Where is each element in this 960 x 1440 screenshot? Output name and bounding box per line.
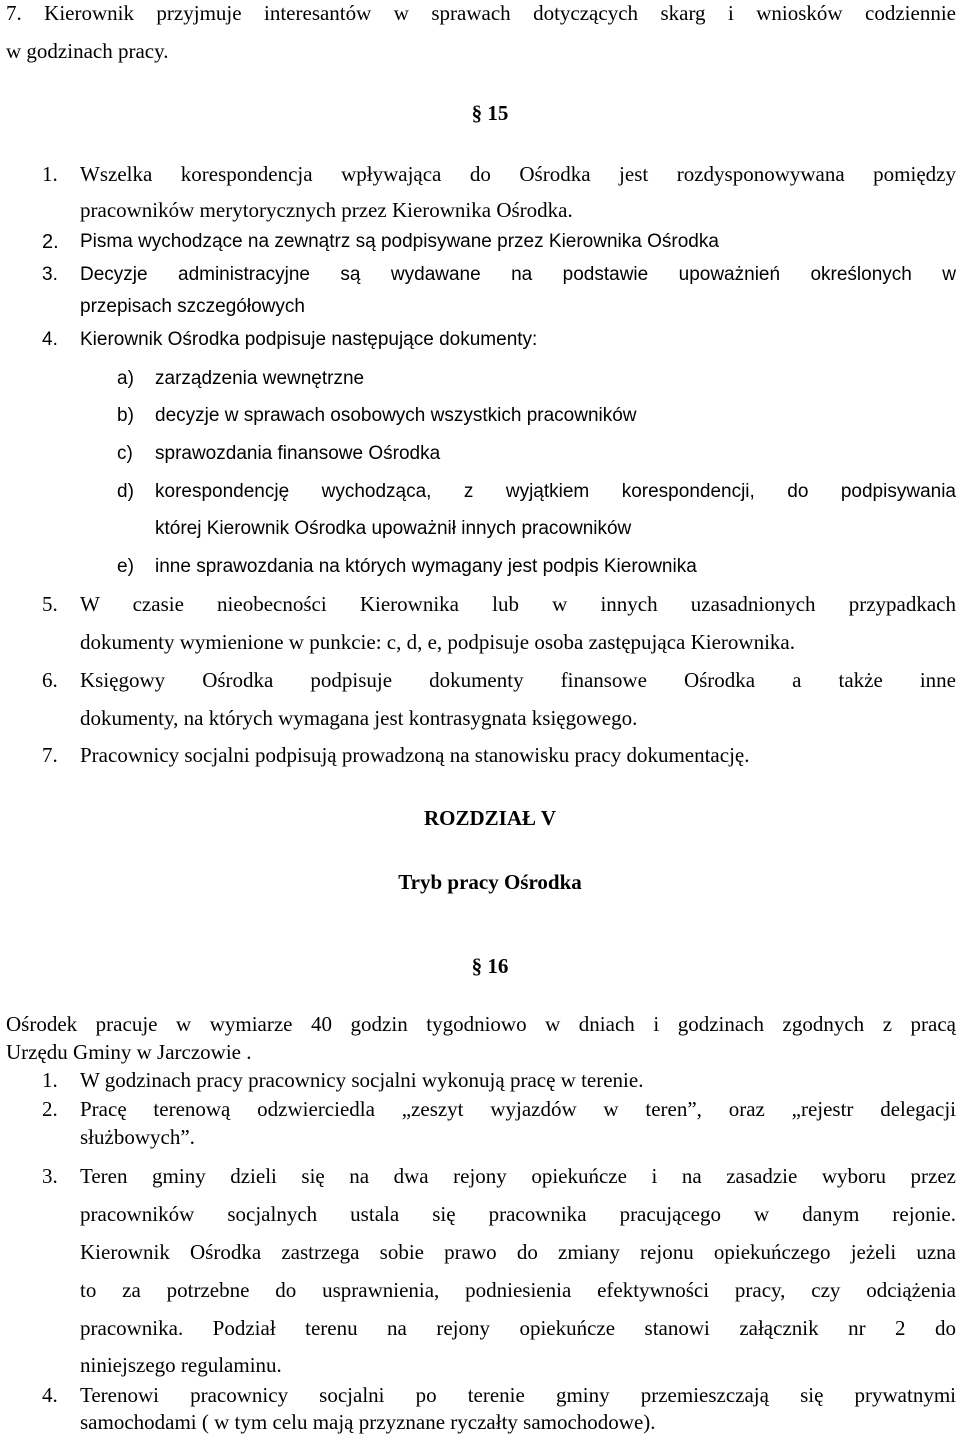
list-item-line: Pracownicy socjalni podpisują prowadzoną na stanowisku pracy dokumentację.: [80, 743, 750, 767]
sub-letter: a): [117, 368, 134, 389]
list-item-line: Pisma wychodzące na zewnątrz są podpisywane przez Kierownika Ośrodka: [80, 231, 719, 252]
list-item-line: Teren gminy dzieli się na dwa rejony opiekuńcze i na zasadzie wyboru przez: [80, 1164, 956, 1188]
list-item-line: W godzinach pracy pracownicy socjalni wykonują pracę w terenie.: [80, 1068, 644, 1092]
list-number: 1.: [42, 162, 58, 186]
list-item-line: niniejszego regulaminu.: [80, 1353, 282, 1377]
paragraph-line: Ośrodek pracuje w wymiarze 40 godzin tygodniowo w dniach i godzinach zgodnych z pracą: [6, 1012, 956, 1036]
sub-item-line: zarządzenia wewnętrzne: [155, 368, 365, 389]
list-item-line: pracownika. Podział terenu na rejony opiekuńcze stanowi załącznik nr 2 do: [80, 1316, 956, 1340]
list-number: 7.: [42, 743, 58, 767]
list-item-line: Kierownik Ośrodka zastrzega sobie prawo do zmiany rejonu opiekuńczego jeżeli uzna: [80, 1240, 956, 1264]
list-item-line: Kierownik Ośrodka podpisuje następujące dokumenty:: [80, 329, 538, 350]
paragraph-line: 7. Kierownik przyjmuje interesantów w sprawach dotyczących skarg i wniosków codziennie: [6, 1, 956, 25]
list-item-line: to za potrzebne do usprawnienia, podniesienia efektywności pracy, czy odciążenia: [80, 1278, 956, 1302]
sub-letter: b): [117, 405, 134, 426]
paragraph-line: w godzinach pracy.: [6, 39, 169, 63]
sub-letter: c): [117, 443, 133, 464]
sub-letter: e): [117, 556, 134, 577]
paragraph-line: Urzędu Gminy w Jarczowie .: [6, 1040, 252, 1064]
list-number: 4.: [42, 1383, 58, 1407]
list-number: 6.: [42, 668, 58, 692]
list-item-line: pracowników socjalnych ustala się pracownika pracującego w danym rejonie.: [80, 1202, 956, 1226]
list-item-line: dokumenty wymienione w punkcie: c, d, e, podpisuje osoba zastępująca Kierownika.: [80, 630, 795, 654]
list-item-line: pracowników merytorycznych przez Kierownika Ośrodka.: [80, 198, 573, 222]
chapter-title: ROZDZIAŁ V: [423, 806, 557, 830]
list-number: 4.: [42, 329, 58, 350]
list-number: 3.: [42, 264, 58, 285]
list-item-line: Pracę terenową odzwierciedla „zeszyt wyjazdów w teren”, oraz „rejestr delegacji: [80, 1097, 956, 1121]
list-number: 3.: [42, 1164, 58, 1188]
sub-item-line: inne sprawozdania na których wymagany jest podpis Kierownika: [155, 556, 697, 577]
sub-item-line: sprawozdania finansowe Ośrodka: [155, 443, 441, 464]
section-heading: § 15: [471, 101, 509, 125]
list-number: 5.: [42, 592, 58, 616]
sub-letter: d): [117, 481, 134, 502]
sub-item-line: decyzje w sprawach osobowych wszystkich pracowników: [155, 405, 637, 426]
list-number: 1.: [42, 1068, 58, 1092]
chapter-subtitle: Tryb pracy Ośrodka: [398, 870, 582, 894]
list-number: 2.: [42, 231, 59, 253]
list-item-line: służbowych”.: [80, 1125, 195, 1149]
sub-item-line: której Kierownik Ośrodka upoważnił innych pracowników: [155, 518, 632, 539]
list-item-line: W czasie nieobecności Kierownika lub w innych uzasadnionych przypadkach: [80, 592, 956, 616]
list-item-line: przepisach szczegółowych: [80, 296, 305, 317]
list-item-line: samochodami ( w tym celu mają przyznane ryczałty samochodowe).: [80, 1410, 656, 1434]
list-number: 2.: [42, 1097, 58, 1121]
list-item-line: Wszelka korespondencja wpływająca do Ośrodka jest rozdysponowywana pomiędzy: [80, 162, 956, 186]
list-item-line: Decyzje administracyjne są wydawane na podstawie upoważnień określonych w: [80, 264, 956, 285]
section-heading: § 16: [471, 954, 509, 978]
list-item-line: Terenowi pracownicy socjalni po terenie gminy przemieszczają się prywatnymi: [80, 1383, 956, 1407]
list-item-line: Księgowy Ośrodka podpisuje dokumenty finansowe Ośrodka a także inne: [80, 668, 956, 692]
list-item-line: dokumenty, na których wymagana jest kontrasygnata księgowego.: [80, 706, 638, 730]
sub-item-line: korespondencję wychodząca, z wyjątkiem korespondencji, do podpisywania: [155, 481, 956, 502]
